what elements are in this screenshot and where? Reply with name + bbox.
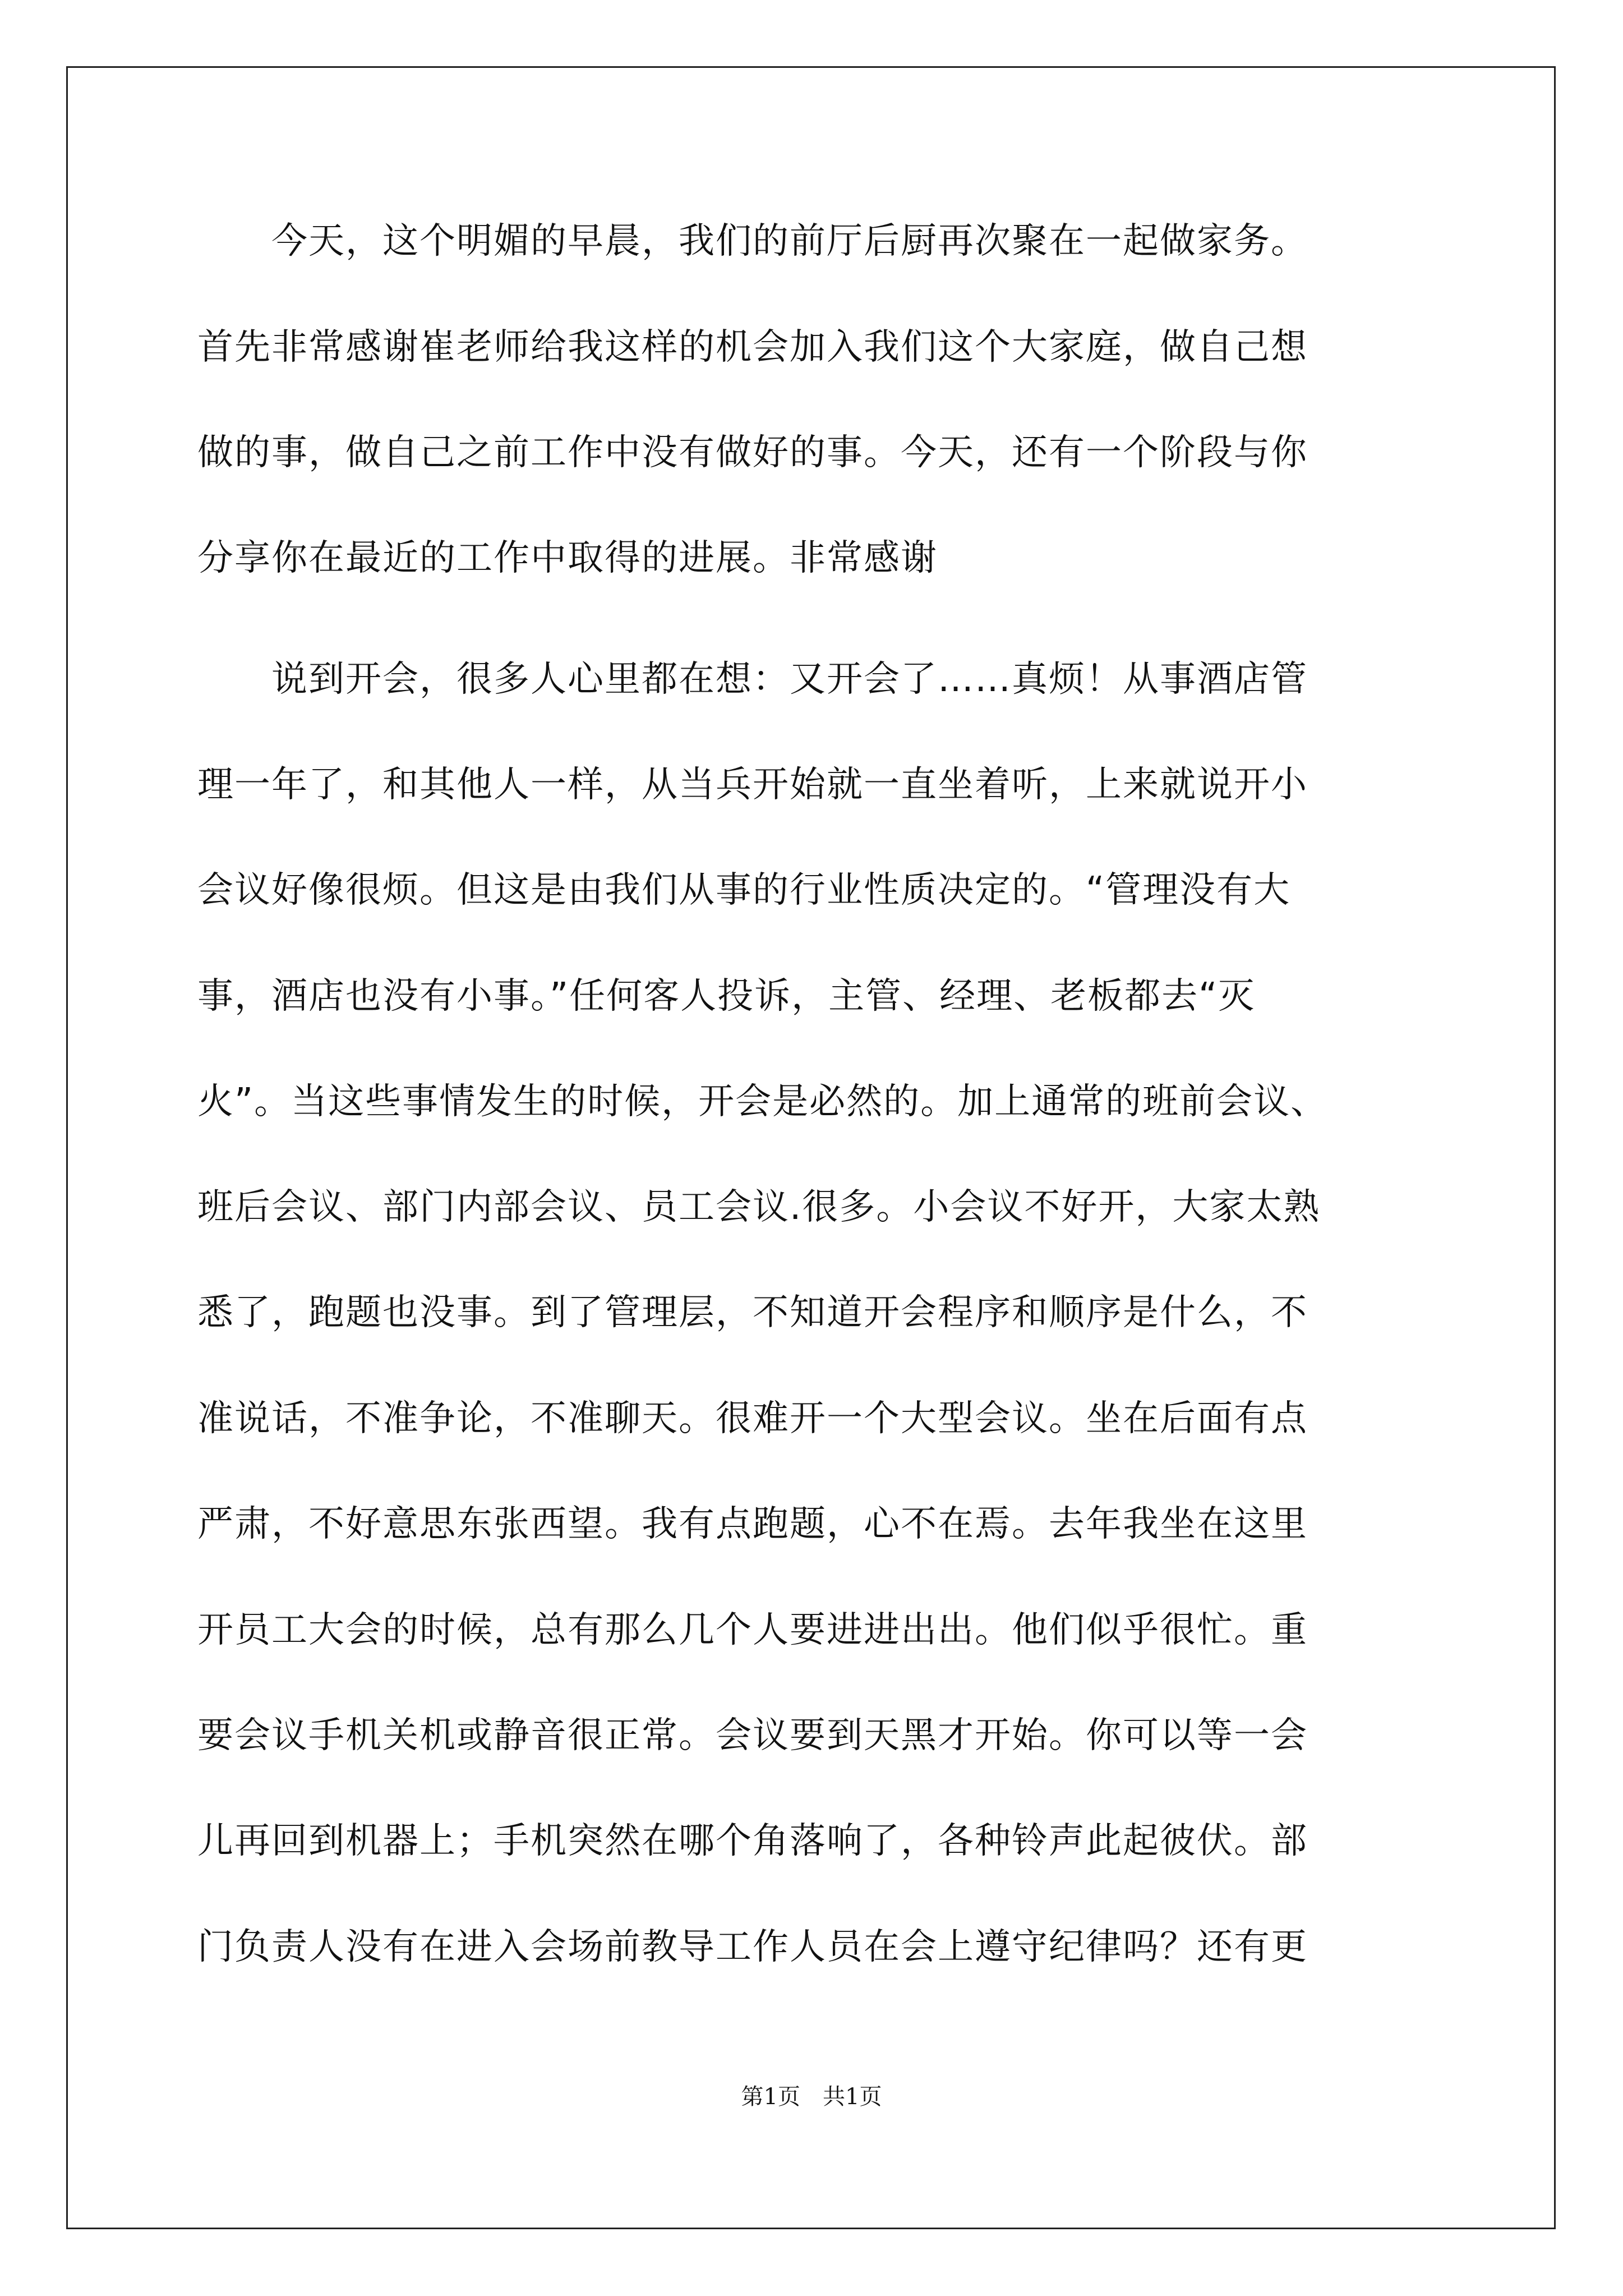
text-line: 门负责人没有在进入会场前教导工作人员在会上遵守纪律吗？还有更 xyxy=(197,1926,1308,1968)
text-line: 开员工大会的时候，总有那么几个人要进进出出。他们似乎很忙。重 xyxy=(197,1609,1308,1651)
text-line: 说到开会，很多人心里都在想：又开会了……真烦！从事酒店管 xyxy=(197,659,1308,700)
text-line: 理一年了，和其他人一样，从当兵开始就一直坐着听，上来就说开小 xyxy=(197,764,1308,806)
text-line: 首先非常感谢崔老师给我这样的机会加入我们这个大家庭，做自己想 xyxy=(197,326,1308,368)
text-line: 要会议手机关机或静音很正常。会议要到天黑才开始。你可以等一会 xyxy=(197,1715,1308,1756)
text-line: 做的事，做自己之前工作中没有做好的事。今天，还有一个阶段与你 xyxy=(197,432,1308,473)
page-border xyxy=(66,66,1556,2229)
text-line: 悉了，跑题也没事。到了管理层，不知道开会程序和顺序是什么，不 xyxy=(197,1292,1308,1333)
text-line: 严肃，不好意思东张西望。我有点跑题，心不在焉。去年我坐在这里 xyxy=(197,1503,1308,1545)
text-line: 会议好像很烦。但这是由我们从事的行业性质决定的。“管理没有大 xyxy=(197,869,1291,911)
page-footer: 第1页 共1页 xyxy=(741,2084,882,2110)
text-line: 儿再回到机器上；手机突然在哪个角落响了，各种铃声此起彼伏。部 xyxy=(197,1820,1308,1862)
text-line: 准说话，不准争论，不准聊天。很难开一个大型会议。坐在后面有点 xyxy=(197,1398,1308,1439)
text-line: 事，酒店也没有小事。”任何客人投诉，主管、经理、老板都去“灭 xyxy=(197,976,1256,1017)
text-line: 班后会议、部门内部会议、员工会议.很多。小会议不好开，大家太熟 xyxy=(197,1186,1321,1228)
text-line: 今天，这个明媚的早晨，我们的前厅后厨再次聚在一起做家务。 xyxy=(197,220,1308,262)
text-line: 火”。当这些事情发生的时候，开会是必然的。加上通常的班前会议、 xyxy=(197,1081,1328,1122)
text-line: 分享你在最近的工作中取得的进展。非常感谢 xyxy=(197,537,938,579)
